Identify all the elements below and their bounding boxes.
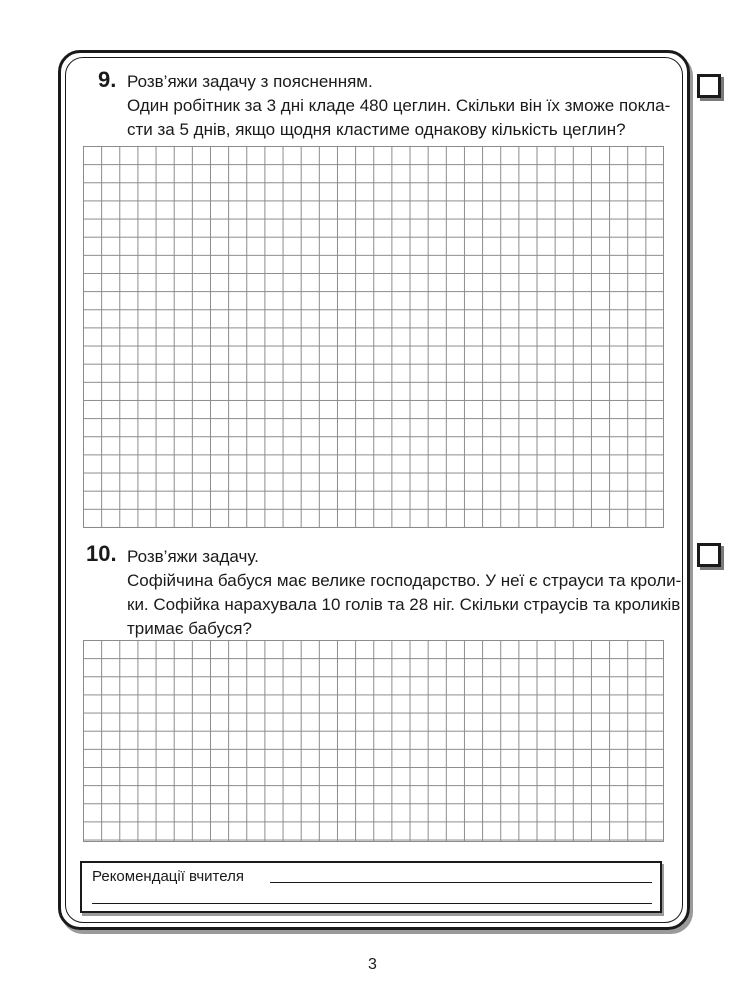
task-9-checkbox[interactable] (697, 74, 721, 98)
task-9-answer-grid[interactable] (83, 146, 664, 528)
task-10-line-3: тримає бабуся? (127, 619, 252, 638)
recommendations-write-line-2[interactable] (92, 903, 652, 904)
teacher-recommendations-box (80, 861, 662, 913)
task-9-title: Розв’яжи задачу з поясненням. (127, 72, 373, 91)
task-9-text (127, 70, 672, 142)
task-9-number: 9. (98, 67, 117, 92)
recommendations-write-line-1[interactable] (270, 882, 652, 883)
task-10-answer-grid[interactable] (83, 640, 664, 842)
task-9-line-2: сти за 5 днів, якщо щодня кластиме однакову кількість цеглин? (127, 120, 626, 139)
task-10-number: 10. (86, 541, 117, 566)
teacher-recommendations-label: Рекомендації вчителя (92, 868, 244, 885)
task-10-line-2: ки. Софійка нарахувала 10 голів та 28 ніг. Скільки страусів та кроликів (127, 595, 681, 614)
task-10-line-1: Софійчина бабуся має велике господарство. У неї є страуси та кроли- (127, 571, 682, 590)
page-number: 3 (368, 956, 377, 973)
task-10-text (127, 545, 682, 641)
task-10-title: Розв’яжи задачу. (127, 547, 259, 566)
task-10-checkbox[interactable] (697, 543, 721, 567)
task-9-line-1: Один робітник за 3 дні кладе 480 цеглин. Скільки він їх зможе покла- (127, 96, 671, 115)
